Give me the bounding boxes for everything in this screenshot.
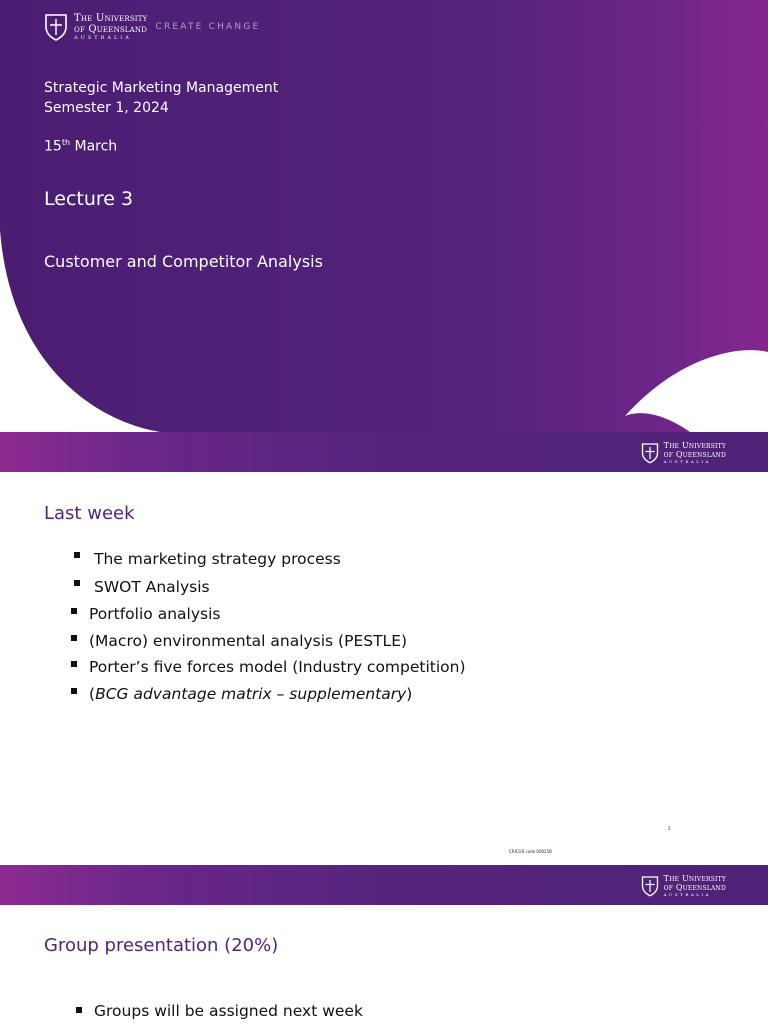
- page-number: 2: [668, 826, 671, 831]
- university-line3: AUSTRALIA: [663, 892, 711, 897]
- list-item: The marketing strategy process: [70, 545, 469, 573]
- university-line1: The University: [663, 874, 726, 883]
- tagline: CREATE CHANGE: [155, 22, 261, 32]
- date-month: March: [70, 138, 118, 155]
- uq-crest-icon: [641, 875, 659, 897]
- uq-logo-small: [641, 874, 726, 898]
- date-day: 15: [44, 138, 62, 155]
- university-line2: of Queensland: [663, 450, 726, 459]
- cricos-code: CRICOS code 00025B: [509, 849, 552, 854]
- university-line3: AUSTRALIA: [663, 459, 711, 464]
- uq-logo-small: [641, 441, 726, 465]
- lecture-date: [44, 138, 117, 155]
- slide2-header-band: [0, 432, 768, 472]
- university-name: [664, 441, 726, 465]
- slide3-header-band: [0, 865, 768, 905]
- university-line1: The University: [663, 441, 726, 450]
- university-line2: of Queensland: [74, 23, 148, 35]
- bullet-paren-open: (: [89, 685, 96, 703]
- slide2-heading: Last week: [44, 503, 135, 524]
- university-line1: The University: [74, 12, 148, 24]
- slide-curve-decoration: [0, 0, 768, 432]
- slide3-bullet-list: [72, 1000, 363, 1022]
- university-line2: of Queensland: [663, 883, 726, 892]
- lecture-subtitle: Customer and Competitor Analysis: [44, 252, 323, 271]
- uq-crest-icon: [641, 442, 659, 464]
- uq-crest-icon: [44, 13, 68, 41]
- list-item: Groups will be assigned next week: [72, 1000, 363, 1022]
- course-title: Strategic Marketing Management: [44, 80, 279, 96]
- bullet-paren-close: ): [406, 685, 413, 703]
- title-slide: [0, 0, 768, 432]
- list-item: [67, 681, 466, 707]
- list-item: Porter’s five forces model (Industry competition): [67, 654, 466, 681]
- list-item: SWOT Analysis: [70, 573, 469, 601]
- course-info: [44, 78, 278, 118]
- bullet-italic-text: BCG advantage matrix – supplementary: [95, 685, 407, 703]
- uq-logo: [44, 12, 260, 42]
- university-name: [74, 13, 147, 42]
- slide2-bullet-list: [70, 545, 469, 707]
- slide3-heading: Group presentation (20%): [44, 935, 279, 956]
- semester: Semester 1, 2024: [44, 100, 169, 116]
- date-suffix: th: [61, 138, 71, 147]
- university-name: [664, 874, 726, 898]
- list-item: (Macro) environmental analysis (PESTLE): [67, 628, 466, 654]
- university-line3: AUSTRALIA: [74, 34, 132, 41]
- list-item: Portfolio analysis: [67, 601, 466, 628]
- lecture-number: Lecture 3: [44, 188, 134, 210]
